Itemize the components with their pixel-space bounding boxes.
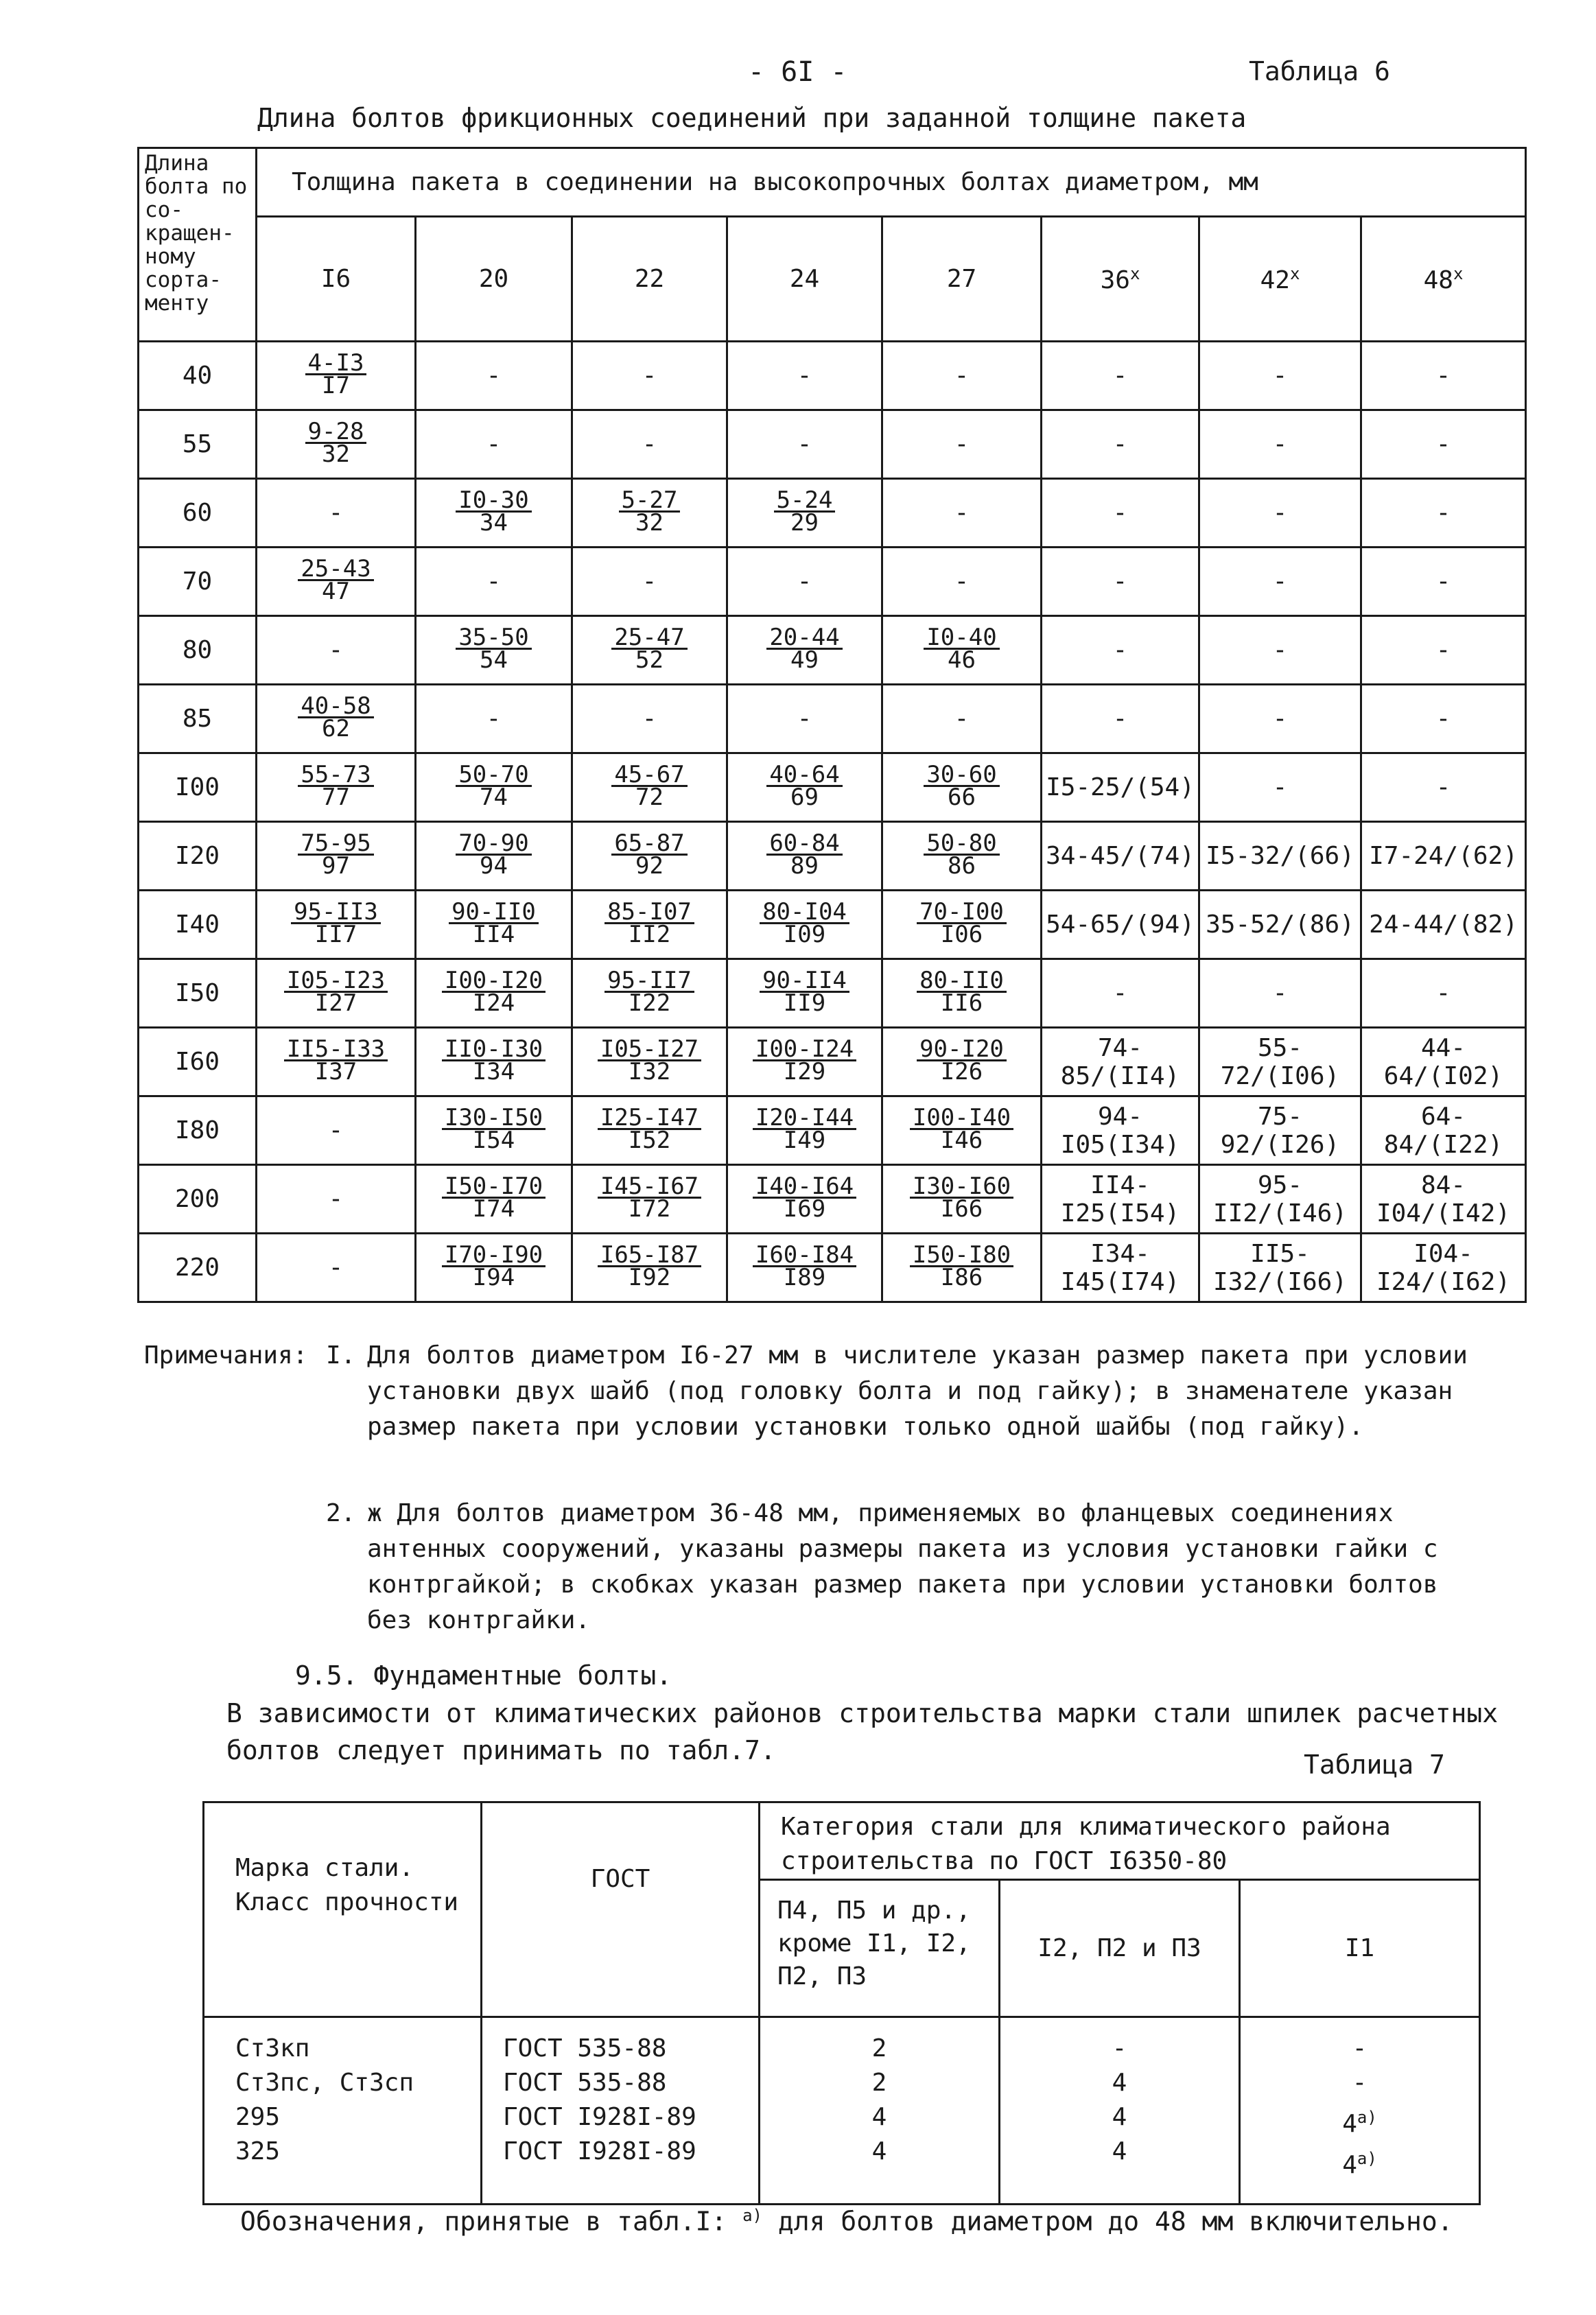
thickness-cell: $\frac{I65-I87}{I92}$ [572,1234,727,1302]
table6-caption: Таблица 6 [1249,56,1390,86]
thickness-cell: - [1199,685,1361,753]
thickness-cell: $\frac{I25-I47}{I52}$ [572,1096,727,1165]
thickness-cell: - [1361,753,1526,822]
thickness-cell: 34-45/(74) [1042,822,1199,891]
thickness-cell: $\frac{80-I04}{I09}$ [727,891,882,959]
thickness-cell: 54-65/(94) [1042,891,1199,959]
notes-label: Примечания: [144,1341,308,1370]
diameter-header: 24 [727,217,882,342]
thickness-cell: - [1042,685,1199,753]
note-1-number: I. [326,1341,356,1370]
thickness-cell: - [727,410,882,479]
thickness-cell: - [257,479,416,548]
table7-value: - [1352,2034,1368,2063]
thickness-cell: - [1199,479,1361,548]
thickness-cell: - [882,479,1042,548]
table7-value: - [1352,2069,1368,2097]
thickness-cell: - [1361,342,1526,410]
thickness-cell: 94-I05(I34) [1042,1096,1199,1165]
table7-gosts [482,2017,760,2205]
thickness-cell: - [257,1234,416,1302]
diameter-header: 20 [416,217,572,342]
thickness-cell: $\frac{II0-I30}{I34}$ [416,1028,572,1096]
thickness-cell: - [882,410,1042,479]
thickness-cell: - [882,685,1042,753]
thickness-cell: 95-II2/(I46) [1199,1165,1361,1234]
table7-value: Ст3пс, Ст3сп [235,2069,414,2097]
thickness-cell: - [1199,410,1361,479]
thickness-cell: $\frac{I50-I80}{I86}$ [882,1234,1042,1302]
thickness-cell: - [1042,959,1199,1028]
table-row [139,1096,1526,1165]
thickness-cell: $\frac{35-50}{54}$ [416,616,572,685]
thickness-cell: - [727,548,882,616]
thickness-cell: $\frac{9-28}{32}$ [257,410,416,479]
bolt-length-cell: 70 [139,548,257,616]
diameter-header: 36$^x$ [1042,217,1199,342]
bolt-length-cell: 55 [139,410,257,479]
thickness-cell: I5-32/(66) [1199,822,1361,891]
table-row [139,548,1526,616]
table7-header-mark: Марка стали. Класс прочности [204,1802,482,2017]
thickness-cell: $\frac{40-64}{69}$ [727,753,882,822]
thickness-cell: 75-92/(I26) [1199,1096,1361,1165]
note-2-text: ж Для болтов диаметром 36-48 мм, применяемых во фланцевых соединениях антенных сооружений, указаны размеры пакета из условия установки гайки с контргайкой; в скобках указан размер пакета при условии установки болтов без контргайки. [367,1499,1438,1634]
thickness-cell: - [416,410,572,479]
thickness-cell: $\frac{90-I20}{I26}$ [882,1028,1042,1096]
thickness-cell: - [257,616,416,685]
table7-col1 [760,2017,1000,2205]
diameter-header: I6 [257,217,416,342]
thickness-cell: - [1042,342,1199,410]
thickness-cell: $\frac{80-II0}{II6}$ [882,959,1042,1028]
table-row [139,616,1526,685]
thickness-cell: $\frac{I70-I90}{I94}$ [416,1234,572,1302]
thickness-cell: $\frac{I05-I27}{I32}$ [572,1028,727,1096]
thickness-cell: $\frac{I40-I64}{I69}$ [727,1165,882,1234]
thickness-cell: 84-I04/(I42) [1361,1165,1526,1234]
note-1-text: Для болтов диаметром I6-27 мм в числителе указан размер пакета при условии установки двух шайб (под головку болта и под гайку); в знаменателе указан размер пакета при условии установки только одной шайбы (под гайку). [367,1341,1468,1441]
thickness-cell: - [1042,479,1199,548]
table-row [139,1165,1526,1234]
thickness-cell: $\frac{I60-I84}{I89}$ [727,1234,882,1302]
thickness-cell: - [1199,959,1361,1028]
table-row [139,479,1526,548]
note-1 [326,1338,1492,1445]
thickness-cell: $\frac{50-70}{74}$ [416,753,572,822]
thickness-cell: $\frac{I00-I24}{I29}$ [727,1028,882,1096]
bolt-length-cell: 220 [139,1234,257,1302]
thickness-cell: $\frac{70-90}{94}$ [416,822,572,891]
designations-mark: а) [742,2206,763,2225]
note-2-number: 2. [326,1499,356,1527]
thickness-cell: - [1361,685,1526,753]
table7-subheader-1: П4, П5 и др., кроме I1, I2, П2, П3 [760,1880,1000,2017]
thickness-cell: 35-52/(86) [1199,891,1361,959]
thickness-cell: - [1199,616,1361,685]
table7-header-category: Категория стали для климатического района строительства по ГОСТ I6350-80 [760,1802,1480,1880]
table6 [137,147,1527,1303]
thickness-cell: $\frac{85-I07}{II2}$ [572,891,727,959]
table-row [139,891,1526,959]
table7-value: 4 [1112,2137,1127,2165]
thickness-cell: - [572,548,727,616]
section-paragraph: В зависимости от климатических районов строительства марки стали шпилек расчетных болтов следует принимать по табл.7. [226,1698,1499,1765]
table-row [139,822,1526,891]
bolt-length-cell: I50 [139,959,257,1028]
designations [240,2206,1453,2237]
thickness-cell: I5-25/(54) [1042,753,1199,822]
thickness-cell: 64-84/(I22) [1361,1096,1526,1165]
thickness-cell: - [1361,479,1526,548]
thickness-cell: $\frac{95-II3}{II7}$ [257,891,416,959]
thickness-cell: I04-I24/(I62) [1361,1234,1526,1302]
thickness-cell: - [1042,616,1199,685]
bolt-length-cell: 80 [139,616,257,685]
table7-value: ГОСТ I928I-89 [503,2103,696,2131]
thickness-cell: $\frac{I50-I70}{I74}$ [416,1165,572,1234]
thickness-cell: $\frac{I0-30}{34}$ [416,479,572,548]
page-number: - 6I - [748,56,847,88]
thickness-cell: - [882,548,1042,616]
thickness-cell: - [257,1096,416,1165]
table7-value: $4^{а)}$ [1342,2149,1377,2179]
thickness-cell: - [1199,342,1361,410]
thickness-cell: - [572,685,727,753]
table7-subheader-2: I2, П2 и П3 [1000,1880,1240,2017]
bolt-length-cell: I60 [139,1028,257,1096]
bolt-length-cell: I20 [139,822,257,891]
diameter-header: 27 [882,217,1042,342]
table-row [139,1234,1526,1302]
table7-col2 [1000,2017,1240,2205]
thickness-cell: $\frac{75-95}{97}$ [257,822,416,891]
bolt-length-cell: I00 [139,753,257,822]
thickness-cell: - [572,342,727,410]
table-row [139,1028,1526,1096]
header-bolt-length: Длина болта по со- кращен- ному сорта- менту [139,148,257,342]
table6-title: Длина болтов фрикционных соединений при заданной толщине пакета [257,103,1247,133]
thickness-cell: $\frac{90-II0}{II4}$ [416,891,572,959]
table-row [139,959,1526,1028]
bolt-length-cell: 200 [139,1165,257,1234]
thickness-cell: $\frac{I20-I44}{I49}$ [727,1096,882,1165]
thickness-cell: $\frac{I05-I23}{I27}$ [257,959,416,1028]
thickness-cell: $\frac{90-II4}{II9}$ [727,959,882,1028]
thickness-cell: - [416,548,572,616]
thickness-cell: - [1199,548,1361,616]
thickness-cell: - [727,685,882,753]
thickness-cell: - [882,342,1042,410]
table-row [139,342,1526,410]
thickness-cell: $\frac{II5-I33}{I37}$ [257,1028,416,1096]
thickness-cell: - [727,342,882,410]
table7-header-gost: ГОСТ [482,1802,760,2017]
thickness-cell: 24-44/(82) [1361,891,1526,959]
designations-prefix: Обозначения, принятые в табл.I: [240,2206,727,2237]
thickness-cell: - [1042,548,1199,616]
table7-value: 4 [871,2137,887,2165]
thickness-cell: - [1042,410,1199,479]
table7 [202,1801,1481,2205]
thickness-cell: $\frac{I0-40}{46}$ [882,616,1042,685]
thickness-cell: I34-I45(I74) [1042,1234,1199,1302]
table-row [139,410,1526,479]
table7-value: 295 [235,2103,281,2131]
table7-value: 325 [235,2137,281,2165]
bolt-length-cell: 85 [139,685,257,753]
thickness-cell: $\frac{25-47}{52}$ [572,616,727,685]
table7-value: ГОСТ I928I-89 [503,2137,696,2165]
note-2 [326,1496,1492,1638]
thickness-cell: I7-24/(62) [1361,822,1526,891]
thickness-cell: - [416,685,572,753]
thickness-cell: $\frac{I30-I50}{I54}$ [416,1096,572,1165]
table7-value: $4^{а)}$ [1342,2108,1377,2138]
thickness-cell: $\frac{55-73}{77}$ [257,753,416,822]
diameter-header: 42$^x$ [1199,217,1361,342]
table7-value: ГОСТ 535-88 [503,2069,667,2097]
table7-value: 2 [871,2034,887,2063]
thickness-cell: - [572,410,727,479]
thickness-cell: $\frac{I00-I20}{I24}$ [416,959,572,1028]
table7-value: Ст3кп [235,2034,310,2063]
thickness-cell: $\frac{45-67}{72}$ [572,753,727,822]
thickness-cell: $\frac{5-24}{29}$ [727,479,882,548]
thickness-cell: $\frac{I30-I60}{I66}$ [882,1165,1042,1234]
table7-subheader-3: I1 [1240,1880,1480,2017]
table7-value: ГОСТ 535-88 [503,2034,667,2063]
bolt-length-cell: 60 [139,479,257,548]
table7-marks [204,2017,482,2205]
table7-value: - [1112,2034,1127,2063]
header-thickness: Толщина пакета в соединении на высокопрочных болтах диаметром, мм [257,148,1526,217]
thickness-cell: $\frac{95-II7}{I22}$ [572,959,727,1028]
thickness-cell: $\frac{20-44}{49}$ [727,616,882,685]
table7-value: 2 [871,2069,887,2097]
thickness-cell: II4-I25(I54) [1042,1165,1199,1234]
thickness-cell: 44-64/(I02) [1361,1028,1526,1096]
thickness-cell: - [1361,548,1526,616]
thickness-cell: $\frac{60-84}{89}$ [727,822,882,891]
thickness-cell: - [416,342,572,410]
thickness-cell: $\frac{25-43}{47}$ [257,548,416,616]
thickness-cell: $\frac{70-I00}{I06}$ [882,891,1042,959]
thickness-cell: $\frac{I00-I40}{I46}$ [882,1096,1042,1165]
thickness-cell: $\frac{50-80}{86}$ [882,822,1042,891]
thickness-cell: $\frac{4-I3}{I7}$ [257,342,416,410]
thickness-cell: $\frac{40-58}{62}$ [257,685,416,753]
thickness-cell: - [1361,410,1526,479]
thickness-cell: - [1361,616,1526,685]
table7-value: 4 [1112,2069,1127,2097]
table7-caption: Таблица 7 [1304,1750,1445,1780]
thickness-cell: - [257,1165,416,1234]
table7-col3 [1240,2017,1480,2205]
diameter-header: 22 [572,217,727,342]
thickness-cell: $\frac{I45-I67}{I72}$ [572,1165,727,1234]
thickness-cell: 55-72/(I06) [1199,1028,1361,1096]
diameter-header: 48$^x$ [1361,217,1526,342]
bolt-length-cell: 40 [139,342,257,410]
thickness-cell: - [1361,959,1526,1028]
bolt-length-cell: I40 [139,891,257,959]
table-row [139,685,1526,753]
thickness-cell: II5-I32/(I66) [1199,1234,1361,1302]
section-heading: 9.5. Фундаментные болты. [295,1660,672,1691]
thickness-cell: $\frac{30-60}{66}$ [882,753,1042,822]
thickness-cell: $\frac{65-87}{92}$ [572,822,727,891]
bolt-length-cell: I80 [139,1096,257,1165]
thickness-cell: - [1199,753,1361,822]
table-row [139,753,1526,822]
designations-text: для болтов диаметром до 48 мм включительно. [777,2206,1453,2237]
table7-value: 4 [871,2103,887,2131]
thickness-cell: $\frac{5-27}{32}$ [572,479,727,548]
thickness-cell: 74-85/(II4) [1042,1028,1199,1096]
table7-value: 4 [1112,2103,1127,2131]
